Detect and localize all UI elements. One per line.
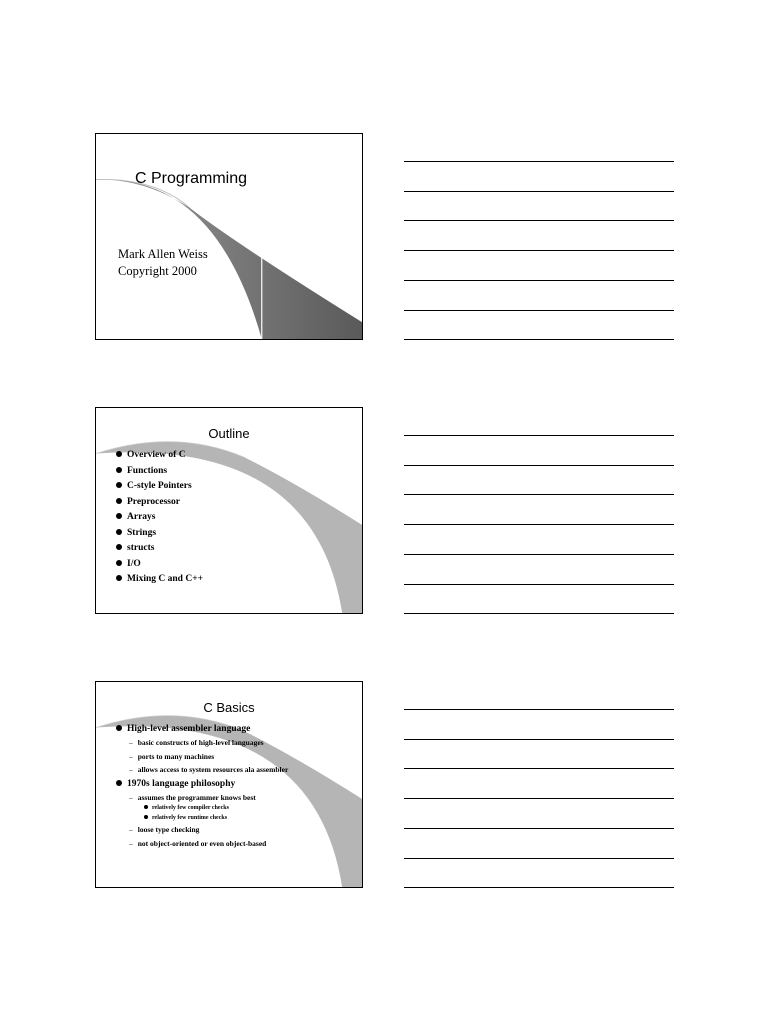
bullet-icon bbox=[116, 482, 122, 488]
note-line bbox=[404, 250, 674, 251]
list-item: 1970s language philosophy bbox=[116, 777, 288, 791]
list-item: – basic constructs of high-level languages bbox=[129, 738, 264, 747]
note-line bbox=[404, 584, 674, 585]
bullet-icon bbox=[116, 513, 122, 519]
note-line bbox=[404, 554, 674, 555]
list-item: Arrays bbox=[116, 510, 203, 526]
note-line bbox=[404, 161, 674, 162]
slide-3 bbox=[95, 681, 363, 888]
note-line bbox=[404, 613, 674, 614]
list-item: relatively few runtime checks bbox=[116, 814, 288, 824]
list-item: Strings bbox=[116, 526, 203, 542]
slide-swoosh-decoration bbox=[96, 134, 362, 339]
list-item: – allows access to system resources ala assembler bbox=[129, 765, 289, 774]
outline-list bbox=[116, 448, 203, 588]
note-line bbox=[404, 339, 674, 340]
bullet-icon bbox=[116, 575, 122, 581]
list-item: High-level assembler language bbox=[116, 722, 288, 736]
list-item: relatively few compiler checks bbox=[116, 804, 288, 814]
slide-author-block bbox=[118, 246, 208, 280]
list-item: Functions bbox=[116, 464, 203, 480]
copyright-text: Copyright 2000 bbox=[118, 264, 197, 278]
bullet-icon bbox=[144, 815, 148, 819]
list-item: structs bbox=[116, 541, 203, 557]
list-item: Preprocessor bbox=[116, 495, 203, 511]
note-line bbox=[404, 191, 674, 192]
notes-lines-3 bbox=[404, 709, 674, 919]
list-item: I/O bbox=[116, 557, 203, 573]
bullet-icon bbox=[144, 805, 148, 809]
list-item: – assumes the programmer knows best bbox=[129, 792, 256, 802]
note-line bbox=[404, 494, 674, 495]
note-line bbox=[404, 435, 674, 436]
slide-2 bbox=[95, 407, 363, 614]
notes-lines-1 bbox=[404, 161, 674, 371]
basics-list bbox=[116, 722, 288, 850]
note-line bbox=[404, 524, 674, 525]
list-item: C-style Pointers bbox=[116, 479, 203, 495]
list-item: Overview of C bbox=[116, 448, 203, 464]
bullet-icon bbox=[116, 498, 122, 504]
author-name: Mark Allen Weiss bbox=[118, 247, 208, 261]
slide-title: C Programming bbox=[135, 170, 248, 187]
note-line bbox=[404, 768, 674, 769]
bullet-icon bbox=[116, 467, 122, 473]
list-item: – ports to many machines bbox=[129, 751, 215, 761]
notes-lines-2 bbox=[404, 435, 674, 645]
bullet-icon bbox=[116, 725, 122, 731]
note-line bbox=[404, 858, 674, 859]
note-line bbox=[404, 465, 674, 466]
bullet-icon bbox=[116, 529, 122, 535]
bullet-icon bbox=[116, 780, 122, 786]
slide-title: C Basics bbox=[203, 700, 255, 715]
slide-title: Outline bbox=[208, 426, 250, 441]
bullet-icon bbox=[116, 451, 122, 457]
bullet-icon bbox=[116, 560, 122, 566]
note-line bbox=[404, 280, 674, 281]
note-line bbox=[404, 220, 674, 221]
list-item: – loose type checking bbox=[129, 825, 200, 834]
note-line bbox=[404, 709, 674, 710]
note-line bbox=[404, 310, 674, 311]
bullet-icon bbox=[116, 544, 122, 550]
list-item: – not object-oriented or even object-based bbox=[129, 838, 267, 848]
slide-1 bbox=[95, 133, 363, 340]
note-line bbox=[404, 887, 674, 888]
list-item: Mixing C and C++ bbox=[116, 572, 203, 588]
note-line bbox=[404, 828, 674, 829]
note-line bbox=[404, 798, 674, 799]
note-line bbox=[404, 739, 674, 740]
